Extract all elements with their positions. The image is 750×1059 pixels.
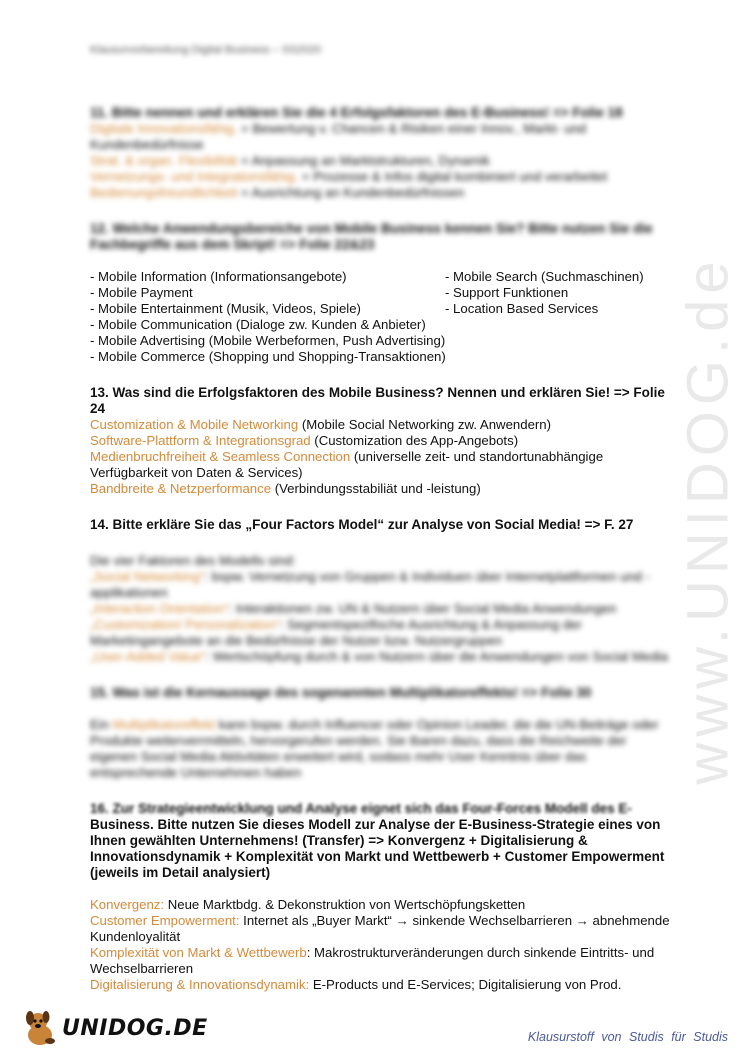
q13-term: Customization & Mobile Networking: [90, 417, 299, 432]
q14-item: [90, 649, 670, 665]
watermark: www.UNIDOG.de: [675, 255, 741, 785]
q11-text: = Prozesse & Infos digital kombiniert und verarbeitet: [298, 169, 608, 184]
q13-text: (universelle zeit- und standortunabhängige Verfügbarkeit von Daten & Services): [90, 449, 604, 480]
q11-term: Bedienungsfreundlichkeit: [90, 185, 238, 200]
q11-text: = Anpassung an Marktstrukturen, Dynamik: [237, 153, 490, 168]
question-15-title: 15. Was ist die Kernaussage des sogenannten Multiplikatoreffekts! => Folie 30: [90, 685, 592, 700]
q11-item: [90, 169, 670, 185]
q11-term: Vernetzungs- und Integrationsfähig.: [90, 169, 299, 184]
mobile-business-list: [90, 269, 670, 365]
q11-term: Strat. & organ. Flexibilität: [90, 153, 238, 168]
q13-item: [90, 449, 670, 481]
q15-text: kann bspw. durch Influencer oder Opinion Leader, die die UN-Beiträge oder Produkte weiterverrmitteln, hervorgerufen werden. Sie tbaren dazu, dass die Reichweite der eigenen Social Media Aktivitäten erweitert wird, sodass mehr User Kenntnis über das entsprechende Unternehmen haben: [90, 717, 659, 780]
q16-item: [90, 897, 670, 913]
q16-term: Customer Empowerment:: [90, 913, 240, 928]
document-content: [90, 105, 670, 993]
q16-text: : Makrostrukturveränderungen durch sinkende Eintritts- und Wechselbarrieren: [90, 945, 655, 976]
q14-term: „User-Added Value“: [90, 649, 206, 664]
q15-answer: [90, 717, 670, 781]
question-13: [90, 385, 670, 497]
q14-text: : bspw. Vernetzung von Gruppen & Individuen über Internetplattformen und -applikationen: [90, 569, 651, 600]
question-14-title: 14. Bitte erkläre Sie das „Four Factors Model“ zur Analyse von Social Media! => F. 27: [90, 517, 634, 532]
question-16-title: Business. Bitte nutzen Sie dieses Modell zur Analyse der E-Business-Strategie eines von Ihnen gewählten Unternehmens! (Transfer) => Konvergenz + Digitalisierung & Innovationsdynamik + Komplexität von Markt und Wettbewerb + Customer Empowerment (jeweils im Detail analysiert): [90, 817, 665, 880]
q14-term: „Interaction Orientation“: [90, 601, 229, 616]
q11-item: [90, 121, 670, 153]
q14-text: : Wertschöpfung durch & von Nutzern über die Anwendungen von Social Media: [205, 649, 668, 664]
q14-text: : Segmentspezifische Ausrichtung & Anpassung der Marketingangebote an die Bedürfnisse der Nutzer bzw. Nutzergruppen: [90, 617, 582, 648]
q11-item: [90, 185, 670, 201]
q14-item: [90, 617, 670, 649]
question-14: [90, 517, 670, 533]
question-12-title: 12. Welche Anwendungsbereiche von Mobile Business kennen Sie? Bitte nutzen Sie die Fachbegriffe aus dem Skript! => Folie 22&23: [90, 221, 653, 252]
question-13-title: 13. Was sind die Erfolgsfaktoren des Mobile Business? Nennen und erklären Sie! => Folie 24: [90, 385, 665, 416]
dog-mascot-icon: [20, 1008, 60, 1048]
list-item: - Mobile Commerce (Shopping und Shopping-Transaktionen): [90, 349, 446, 364]
q13-item: [90, 481, 670, 497]
q11-text: = Bewertung v. Chancen & Risiken einer Innov., Markt- und Kundenbedürfnisse: [90, 121, 587, 152]
unidog-logo: [20, 1008, 208, 1048]
q13-term: Bandbreite & Netzperformance: [90, 481, 272, 496]
question-16: [90, 801, 670, 993]
q11-item: [90, 153, 670, 169]
q11-text: = Ausrichtung an Kundenbedürfnissen: [237, 185, 465, 200]
list-item: - Mobile Information (Informationsangebote): [90, 269, 347, 284]
list-item: - Mobile Payment: [90, 285, 193, 300]
q13-text: (Verbindungsstabiliät und -leistung): [271, 481, 481, 496]
q16-term: Komplexität von Markt & Wettbewerb: [90, 945, 307, 960]
list-item: - Mobile Advertising (Mobile Werbeformen, Push Advertising): [90, 333, 446, 348]
list-item: - Support Funktionen: [445, 285, 569, 300]
q13-item: [90, 417, 670, 433]
q14-item: [90, 569, 670, 601]
q16-item: [90, 945, 670, 977]
q11-term: Digitale Innovationsfähig.: [90, 121, 238, 136]
list-item: - Mobile Entertainment (Musik, Videos, Spiele): [90, 301, 361, 316]
q14-term: „Social Networking“: [90, 569, 205, 584]
question-16-title-first-line: 16. Zur Strategieentwicklung und Analyse eignet sich das Four-Forces Modell des E-: [90, 801, 632, 816]
q14-term: „Customization/ Personalization“: [90, 617, 280, 632]
q15-term: Multiplikatoreffekt: [112, 717, 216, 732]
list-item: - Mobile Communication (Dialoge zw. Kunden & Anbieter): [90, 317, 426, 332]
q13-item: [90, 433, 670, 449]
q16-text: Internet als „Buyer Markt“ → sinkende Wechselbarrieren → abnehmende Kundenloyalität: [90, 913, 670, 944]
q14-item: [90, 601, 670, 617]
list-item: - Mobile Search (Suchmaschinen): [445, 269, 644, 284]
q13-term: Medienbruchfreiheit & Seamless Connection: [90, 449, 351, 464]
logo-text: UNIDOG.DE: [62, 1015, 208, 1041]
q16-term: Digitalisierung & Innovationsdynamik:: [90, 977, 310, 992]
question-12: [90, 221, 670, 253]
list-item: - Location Based Services: [445, 301, 599, 316]
q16-item: [90, 977, 670, 993]
q15-pre: Ein: [90, 717, 113, 732]
question-14-answer: [90, 553, 670, 665]
q13-text: (Customization des App-Angebots): [310, 433, 519, 448]
footer-tagline: Klausurstoff von Studis für Studis: [527, 1030, 728, 1044]
question-11: [90, 105, 670, 201]
q16-item: [90, 913, 670, 945]
q14-intro: Die vier Faktoren des Modells sind:: [90, 553, 296, 568]
q13-term: Software-Plattform & Integrationsgrad: [90, 433, 311, 448]
q16-text: E-Products und E-Services; Digitalisierung von Prod.: [309, 977, 622, 992]
question-15: [90, 685, 670, 781]
page-header: Klausurvorbereitung Digital Business – SS2020: [90, 44, 322, 56]
q13-text: (Mobile Social Networking zw. Anwendern): [298, 417, 552, 432]
question-11-title: 11. Bitte nennen und erklären Sie die 4 Erfolgsfaktoren des E-Business! => Folie 18: [90, 105, 623, 120]
q14-text: : Interaktionen zw. UN & Nutzern über Social Media Anwendungen: [228, 601, 617, 616]
q16-text: Neue Marktbdg. & Dekonstruktion von Wertschöpfungsketten: [164, 897, 526, 912]
q16-term: Konvergenz:: [90, 897, 165, 912]
